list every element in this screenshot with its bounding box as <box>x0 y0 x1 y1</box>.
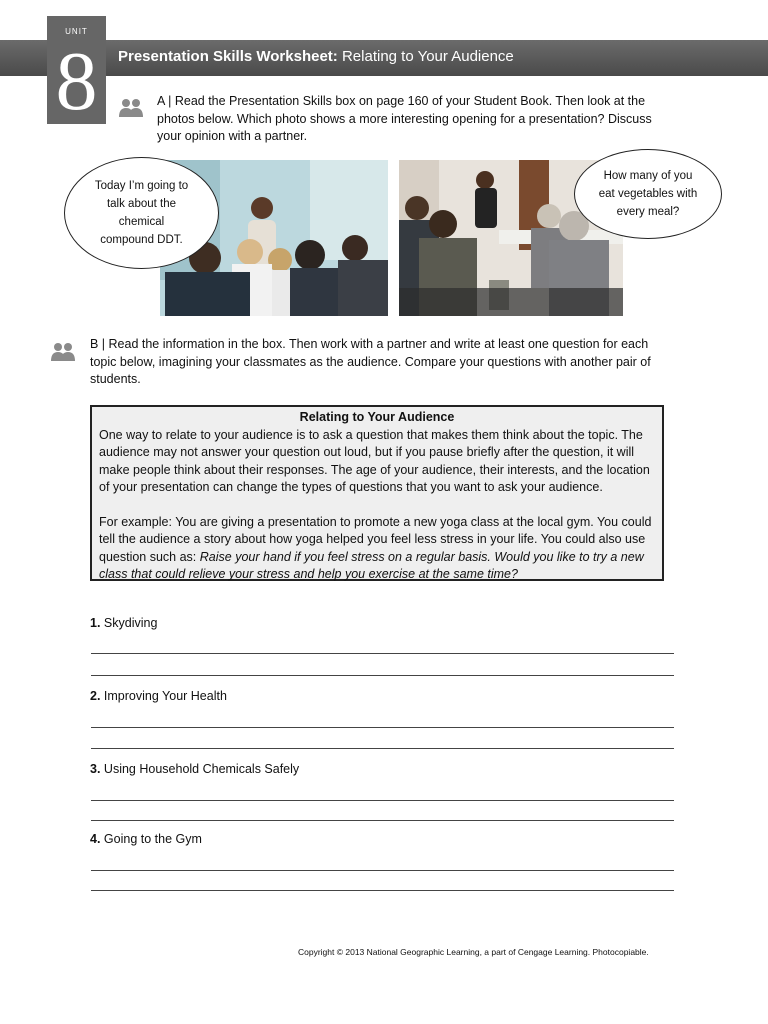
pair-work-icon <box>118 98 144 118</box>
unit-label: UNIT <box>65 27 88 36</box>
answer-line[interactable] <box>91 820 674 821</box>
info-box-paragraph-2 <box>99 514 655 584</box>
title-bold: Presentation Skills Worksheet: <box>118 48 338 65</box>
answer-line[interactable] <box>91 800 674 801</box>
info-box-example-question: Raise your hand if you feel stress on a regular basis. Would you like to try a new class that could relieve your stress and help you exercise at the same time? <box>99 549 644 581</box>
title-rest: Relating to Your Audience <box>341 48 514 65</box>
answer-line[interactable] <box>91 653 674 654</box>
answer-line[interactable] <box>91 890 674 891</box>
answer-line[interactable] <box>91 748 674 749</box>
unit-badge <box>47 16 106 128</box>
info-box-paragraph-1: One way to relate to your audience is to ask a question that makes them think about the topic. The audience may not answer your question out loud, but if you pause briefly after the question, it will make people think about their responses. The age of your audience, their interests, and the location of your presentation can change the types of questions that you want to ask your audience. <box>99 427 650 494</box>
answer-line[interactable] <box>91 870 674 871</box>
speech-bubble-right <box>574 149 722 239</box>
info-box-title: Relating to Your Audience <box>299 410 455 424</box>
topic-4: 4. Going to the Gym <box>90 832 202 846</box>
speech-bubble-left <box>64 157 219 269</box>
bubble-right-text: How many of you eat vegetables with every meal? <box>598 170 698 218</box>
copyright-notice: Copyright © 2013 National Geographic Learning, a part of Cengage Learning. Photocopiable. <box>298 947 649 957</box>
info-box <box>90 405 664 581</box>
page-title <box>118 48 514 65</box>
topic-1: 1. Skydiving <box>90 616 158 630</box>
section-b-instructions: B | Read the information in the box. Then work with a partner and write at least one question for each topic below, imagining your classmates as the audience. Compare your questions with another pair of students. <box>90 337 651 386</box>
answer-line[interactable] <box>91 675 674 676</box>
topic-2: 2. Improving Your Health <box>90 689 227 703</box>
pair-work-icon <box>50 342 76 362</box>
answer-line[interactable] <box>91 727 674 728</box>
unit-number: 8 <box>55 35 98 128</box>
info-box-example-intro: For example: You are giving a presentation to promote a new yoga class at the local gym. You could tell the audience a story about how yoga helped you feel less stress in your life. You could also use question such as: <box>99 514 652 564</box>
section-a-instructions: A | Read the Presentation Skills box on page 160 of your Student Book. Then look at the photos below. Which photo shows a more interesting opening for a presentation? Discuss your opinion with a partner. <box>157 94 652 143</box>
topic-3: 3. Using Household Chemicals Safely <box>90 762 300 776</box>
bubble-left-text: Today I’m going to talk about the chemical compound DDT. <box>94 180 189 246</box>
